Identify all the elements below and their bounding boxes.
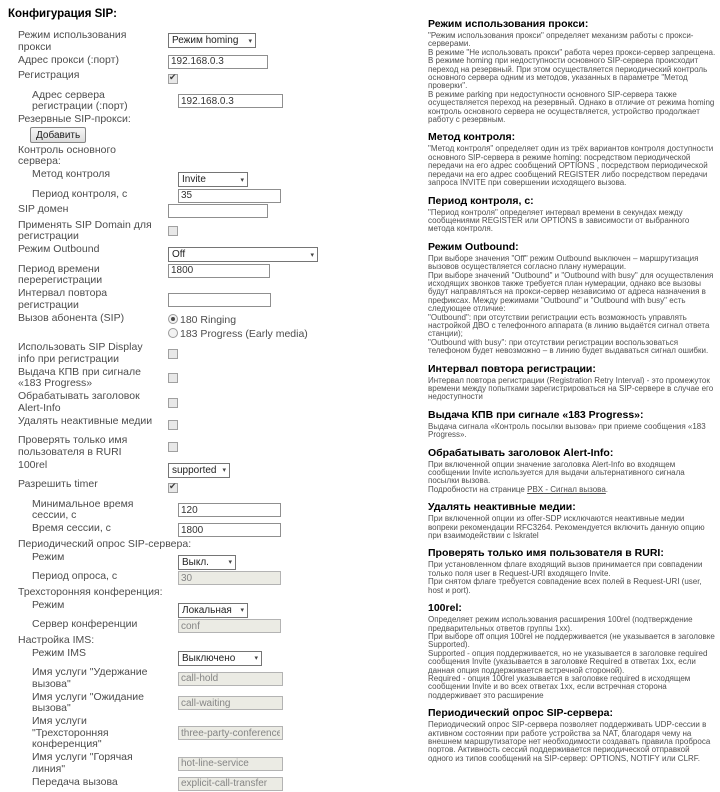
help-section-title: Периодический опрос SIP-сервера: [428, 707, 613, 720]
help-section [428, 241, 716, 356]
section-label: Периодический опрос SIP-сервера: [18, 537, 192, 550]
ims-mode-select[interactable] [178, 651, 262, 666]
field-label: Передача вызова [32, 775, 118, 788]
alert-info-checkbox[interactable] [168, 398, 178, 408]
registration-checkbox[interactable] [168, 74, 178, 84]
help-section-title: Режим Outbound: [428, 240, 519, 253]
remove-inactive-media-checkbox[interactable] [168, 420, 178, 430]
field-label: Регистрация [18, 69, 80, 81]
100rel-select[interactable] [168, 463, 230, 478]
select-value: Выключено [182, 652, 236, 664]
help-paragraph: "Режим использования прокси" определяет механизм работы с прокси-серверами. [428, 31, 694, 49]
sip-domain-input[interactable] [168, 204, 268, 218]
help-paragraph: "Outbound with busy": при отсутствии регистрации воспользоваться телефоном будет невозможно – в линию будет выдаваться сигнал ошибки. [428, 337, 709, 356]
field-label: Разрешить timer [18, 478, 98, 490]
field-label: Имя услуги "Удержание вызова" [32, 666, 148, 690]
field-label: Период времени перерегистрации [18, 262, 103, 286]
field-label: Режим [32, 598, 65, 611]
select-value: Локальная [182, 604, 232, 616]
help-paragraph: При выборе значения "Off" режим Outbound выключен – маршрутизация вызовов осуществляется согласно плану нумерации. [428, 253, 699, 272]
field-label: Обрабатывать заголовок Alert-Info [18, 390, 140, 414]
field-label: Период опроса, с [32, 570, 118, 582]
help-paragraph: В режиме parking при недоступности основного SIP-сервера также осуществляется переход на резервный. Однако в отличие от режима homing контроль основного сервера не осуществляется, устройство продолжает работу с резервным. [428, 89, 715, 125]
control-method-select[interactable] [178, 172, 248, 187]
field-label: Минимальное время сессии, с [32, 497, 134, 521]
help-section-title: Удалять неактивные медии: [428, 501, 576, 514]
field-label: Выдача КПВ при сигнале «183 Progress» [18, 365, 141, 389]
field-label: Имя услуги "Горячая линия" [32, 751, 133, 775]
field-label: Вызов абонента (SIP) [18, 311, 125, 324]
help-section [428, 18, 716, 124]
help-paragraph: Периодический опрос SIP-сервера позволяет поддерживать UDP-сессии в активном состоянии при работе устройства за NAT, благодаря чему на внешнем маршрутизаторе нет необходимости создавать правила проброса портов. Активность сессий поддерживается периодической отправкой одного из типов сообщений на SIP-сервер: OPTIONS, NOTIFY или CLRF. [428, 720, 711, 763]
help-paragraph: При выборе значений "Outbound" и "Outbound with busy" для осуществления исходящих звонков также требуется план нумерации, однако все вызовы будут направляться на прокси-сервер независимо от адреса назначения в префиксах. Между режимами "Outbound" и "Outbound with busy" есть следующее отличие: [428, 270, 714, 314]
help-section-title: Интервал повтора регистрации: [428, 362, 596, 375]
call-waiting-input [178, 696, 283, 710]
poll-mode-select[interactable] [178, 555, 236, 570]
conference-server-input [178, 619, 281, 633]
outbound-mode-select[interactable] [168, 247, 318, 262]
call-transfer-input [178, 777, 283, 791]
field-label: Режим использования прокси [18, 29, 127, 53]
help-paragraph: Supported - опция поддерживается, но не указывается в заголовке required сообщения Invite (указывается в заголовке Required в ответах 1xx, если данная опция поддерживается встречной стороной). [428, 648, 708, 675]
help-paragraph: Определяет режим использования расширения 100rel (подтверждение предварительных ответов группы 1xx). [428, 615, 693, 633]
poll-period-input [178, 571, 281, 585]
call-hold-input [178, 672, 283, 686]
field-label: Использовать SIP Display info при регистрации [18, 341, 143, 365]
field-label: Проверять только имя пользователя в RURI [18, 434, 128, 458]
field-label: Имя услуги "Трехсторонняя конференция" [32, 715, 109, 750]
help-paragraph: В режиме homing при недоступности основного SIP-сервера происходит переход на резервный. При этом осуществляется периодический контроль основного сервера одним из методов, указанных в параметре "Метод проверки". [428, 56, 708, 91]
pbx-call-signal-link[interactable]: PBX - Сигнал вызова [527, 484, 606, 494]
field-label: Режим IMS [32, 646, 86, 659]
help-paragraph: При включенной опции из offer-SDP исключаются неактивные медии вопреки рекомендации RFC3264. Рекомендуется включить данную опцию при взаимодействии с Iskratel [428, 514, 705, 541]
chevron-down-icon: ▾ [222, 467, 226, 474]
radio-183-progress[interactable] [168, 328, 178, 338]
three-party-conference-input [178, 726, 283, 740]
chevron-down-icon: ▾ [248, 37, 252, 45]
sip-display-checkbox[interactable] [168, 349, 178, 359]
help-section [428, 195, 716, 234]
help-paragraph: В режиме "Не использовать прокси" работа через прокси-сервер запрещена. [428, 47, 716, 57]
proxy-address-input[interactable] [168, 55, 268, 69]
help-section-title: Проверять только имя пользователя в RURI: [428, 547, 664, 560]
field-label: SIP домен [18, 203, 69, 215]
session-time-input[interactable] [178, 523, 281, 537]
help-paragraph: "Период контроля" определяет интервал времени в секундах между сообщениями REGISTER или OPTIONS в зависимости от выбранного метода контроля. [428, 207, 690, 234]
help-section-title: Обрабатывать заголовок Alert-Info: [428, 446, 614, 459]
select-value: Выкл. [182, 556, 209, 568]
help-section-title: 100rel: [428, 602, 462, 615]
help-paragraph: "Метод контроля" определяет один из трёх вариантов контроля доступности основного SIP-сервера в режиме homing: посредством периодической передачи на его адрес сообщений OPTIONS , посредством периодической передачи на его адрес сообщений REGISTER либо посредством передачи запроса INVITE при совершении исходящего вызова. [428, 144, 714, 188]
check-ruri-checkbox[interactable] [168, 442, 178, 452]
help-text: . [605, 484, 609, 494]
chevron-down-icon: ▾ [228, 559, 232, 566]
proxy-mode-select[interactable] [168, 33, 256, 48]
section-label: Трехсторонняя конференция: [18, 585, 163, 598]
field-label: Режим [32, 550, 65, 563]
help-paragraph: При снятом флаге требуется совпадение всех полей в Request-URI (user, host и port). [428, 577, 702, 595]
help-section [428, 131, 716, 187]
min-session-input[interactable] [178, 503, 281, 517]
field-label: Режим Outbound [18, 243, 100, 255]
section-label: Резервные SIP-прокси: [18, 113, 131, 125]
help-section [428, 363, 716, 402]
chevron-down-icon: ▾ [240, 176, 244, 184]
field-label: Период контроля, с [32, 187, 128, 200]
rereg-period-input[interactable] [168, 264, 270, 278]
help-paragraph: Required - опция 100rel указывается в заголовке required в исходящем сообщении Invite и во всех ответах 1xx, если встречная сторона поддерживает это расширение [428, 673, 691, 700]
field-label: Применять SIP Domain для регистрации [18, 218, 152, 242]
help-paragraph: "Outbound": при отсутствии регистрации есть возможность управлять настройкой ДВО с телефонного аппарата (в линию выдаётся сигнал ответа станции); [428, 312, 710, 339]
section-label: Настройка IMS: [18, 633, 95, 646]
conference-mode-select[interactable] [178, 603, 248, 618]
retry-interval-input[interactable] [168, 293, 271, 307]
field-label: Адрес прокси (:порт) [18, 53, 119, 66]
help-paragraph [428, 486, 716, 494]
control-period-input[interactable] [178, 189, 281, 203]
help-paragraph: При включенной опции значение заголовка Alert-Info во входящем сообщении Invite используется для выдачи альтернативного сигнала посылки вызова. [428, 459, 685, 486]
select-value: Off [172, 249, 186, 260]
add-button[interactable]: Добавить [30, 127, 86, 143]
help-section [428, 602, 716, 700]
chevron-down-icon: ▾ [310, 251, 314, 259]
subscriber-call-radio-group [168, 313, 308, 341]
radio-180-ringing[interactable] [168, 314, 178, 324]
help-section-title: Выдача КПВ при сигнале «183 Progress»: [428, 408, 644, 421]
field-label: Интервал повтора регистрации [18, 287, 108, 311]
select-value: Режим homing [172, 35, 239, 46]
field-label: Время сессии, с [32, 522, 111, 534]
select-value: supported [172, 464, 217, 476]
help-section [428, 501, 716, 540]
help-section [428, 707, 716, 763]
chevron-down-icon: ▾ [240, 607, 244, 614]
help-paragraph: При установленном флаге входящий вызов принимается при совпадении только поля user в Request-URI входящего Invite. [428, 560, 703, 578]
radio-label: 183 Progress (Early media) [180, 327, 308, 340]
help-section [428, 409, 716, 440]
help-paragraph: Интервал повтора регистрации (Registration Retry Interval) - это промежуток времени между попытками зарегистрироваться на SIP-сервере в случае его недоступности [428, 375, 714, 402]
select-value: Invite [182, 174, 206, 185]
reg-server-input[interactable] [178, 94, 283, 108]
help-section-title: Период контроля, с: [428, 194, 534, 207]
radio-label: 180 Ringing [180, 313, 237, 326]
chevron-down-icon: ▾ [254, 655, 258, 662]
help-panel [428, 18, 716, 763]
field-label: Сервер конференции [32, 618, 138, 630]
timer-checkbox[interactable] [168, 483, 178, 493]
section-label: Контроль основного сервера: [18, 143, 116, 167]
help-paragraph: При выборе off опция 100rel не поддерживается (не указывается в заголовке Supported). [428, 631, 715, 650]
kpv-183-checkbox[interactable] [168, 373, 178, 383]
apply-sip-domain-checkbox[interactable] [168, 226, 178, 236]
help-text: Подробности на странице [428, 484, 528, 494]
help-section-title: Метод контроля: [428, 131, 516, 144]
help-section [428, 447, 716, 495]
field-label: Удалять неактивные медии [18, 414, 153, 427]
sip-config-form [0, 8, 424, 792]
field-label: Адрес сервера регистрации (:порт) [32, 88, 128, 112]
field-label: 100rel [18, 458, 48, 471]
help-paragraph: Выдача сигнала «Контроль посылки вызова» при приеме сообщения «183 Progress». [428, 421, 706, 440]
page-title: Конфигурация SIP: [8, 8, 117, 20]
field-label: Имя услуги "Ожидание вызова" [32, 690, 144, 714]
help-section-title: Режим использования прокси: [428, 18, 589, 30]
field-label: Метод контроля [32, 168, 111, 180]
help-section [428, 547, 716, 595]
